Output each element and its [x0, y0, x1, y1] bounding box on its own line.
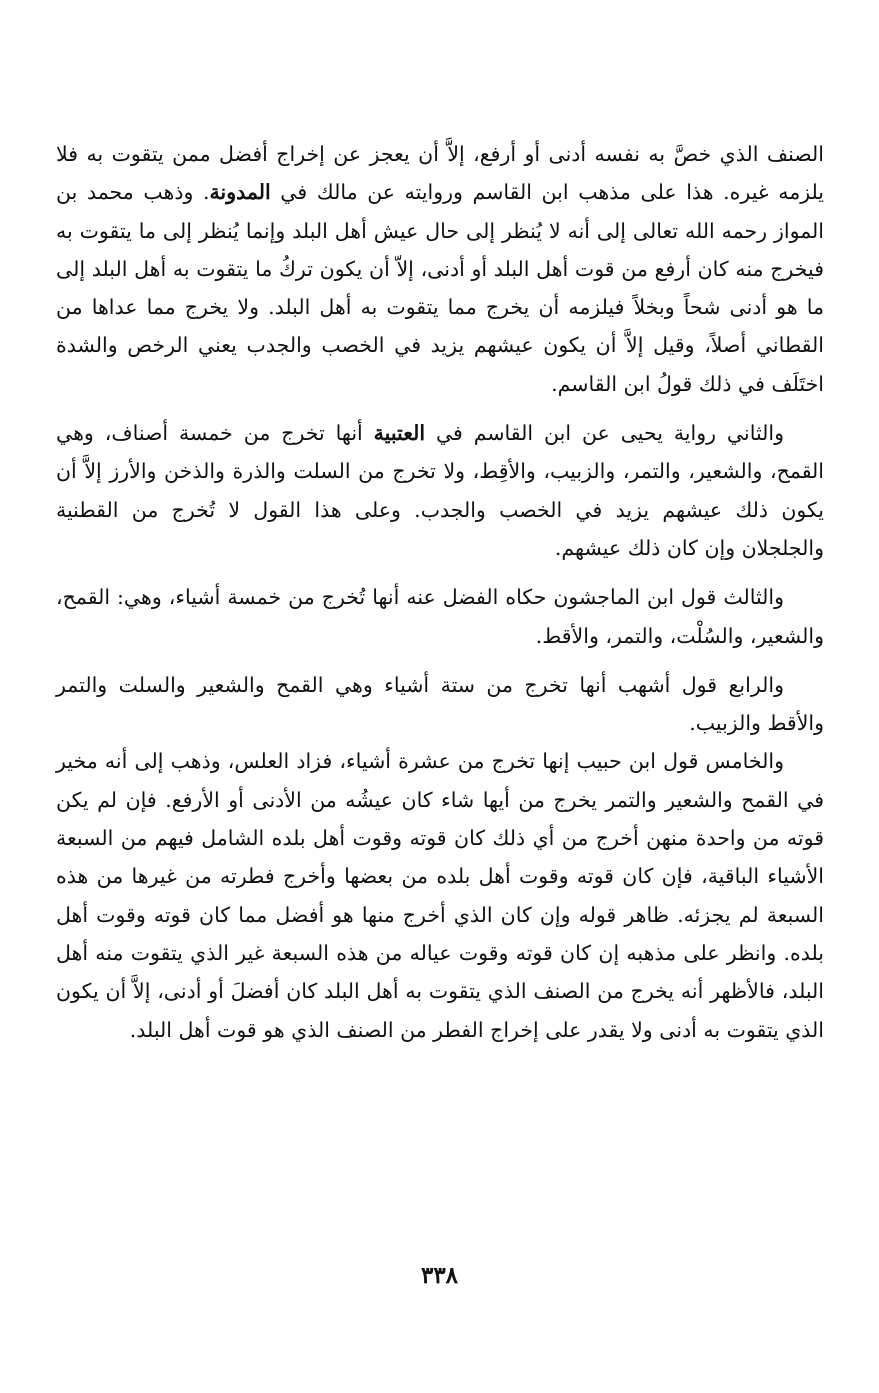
paragraph-2	[56, 414, 824, 567]
paragraph-4-text: والرابع قول أشهب أنها تخرج من ستة أشياء وهي القمح والشعير والسلت والتمر والأقط والزبيب.	[56, 672, 824, 736]
page-number: ٣٣٨	[420, 1262, 459, 1289]
paragraph-2-bold-term: العتبية	[373, 421, 426, 446]
paragraph-5	[56, 742, 824, 1048]
page-body	[56, 135, 824, 1049]
paragraph-1-text-b: . وذهب محمد بن المواز رحمه الله تعالى إلى أنه لا يُنظر إلى حال عيش أهل البلد وإنما يُنظر إلى ما يتقوت به فيخرج منه كان أرفع من قوت أهل البلد أو أدنى، إلاّ أن يكون تركُ ما يتقوت به أهل البلد إلى ما هو أدنى شحاً وبخلاً فيلزمه أن يخرج مما يتقوت به أهل البلد. ولا يخرج مما عداها من القطاني أصلاً، وقيل إلاَّ أن يكون عيشهم يزيد في الخصب والجدب يعني الرخص والشدة اختَلَف في ذلك قولُ ابن القاسم.	[56, 180, 824, 396]
paragraph-1-bold-term: المدونة	[209, 180, 271, 205]
paragraph-2-text-a: والثاني رواية يحيى عن ابن القاسم في	[425, 421, 784, 446]
paragraph-1-text-a: الصنف الذي خصَّ به نفسه أدنى أو أرفع، إلاَّ أن يعجز عن إخراج أفضل ممن يتقوت به فلا يلزمه غيره. هذا على مذهب ابن القاسم وروايته عن مالك في	[56, 142, 825, 205]
paragraph-1	[56, 135, 824, 403]
paragraph-3-text: والثالث قول ابن الماجشون حكاه الفضل عنه أنها تُخرج من خمسة أشياء، وهي: القمح، والشعير، والسُلْت، والتمر، والأقط.	[56, 585, 824, 648]
paragraph-4	[56, 666, 824, 743]
paragraph-3	[56, 578, 824, 655]
paragraph-5-text: والخامس قول ابن حبيب إنها تخرج من عشرة أشياء، فزاد العلس، وذهب إلى أنه مخير في القمح والشعير والتمر يخرج من أيها شاء كان عيشُه من الأدنى أو الأرفع. فإن لم يكن قوته من واحدة منهن أخرج من أي ذلك كان قوته وقوت أهل بلده الشامل فيهم من السبعة الأشياء الباقية، فإن كان قوته وقوت أهل بلده من بعضها وأخرج فطرته من غيرها من هذه السبعة لم يجزئه. ظاهر قوله وإن كان الذي أخرج منها هو أفضل مما كان قوته وقوت أهل بلده. وانظر على مذهبه إن كان قوته وقوت عياله من هذه السبعة غير الذي يتقوت منه أهل البلد، فالأظهر أنه يخرج من الصنف الذي يتقوت به أهل البلد كان أفضلَ أو أدنى، إلاَّ أن يكون الذي يتقوت به أدنى ولا يقدر على إخراج الفطر من الصنف الذي هو قوت أهل البلد.	[56, 749, 824, 1042]
paragraph-2-text-b: أنها تخرج من خمسة أصناف، وهي القمح، والشعير، والتمر، والزبيب، والأقِط، ولا تخرج من السلت والذرة والذخن والأرز إلاَّ أن يكون ذلك عيشهم يزيد في الخصب والجدب. وعلى هذا القول لا تُخرج من القطنية والجلجلان وإن كان ذلك عيشهم.	[56, 421, 824, 560]
